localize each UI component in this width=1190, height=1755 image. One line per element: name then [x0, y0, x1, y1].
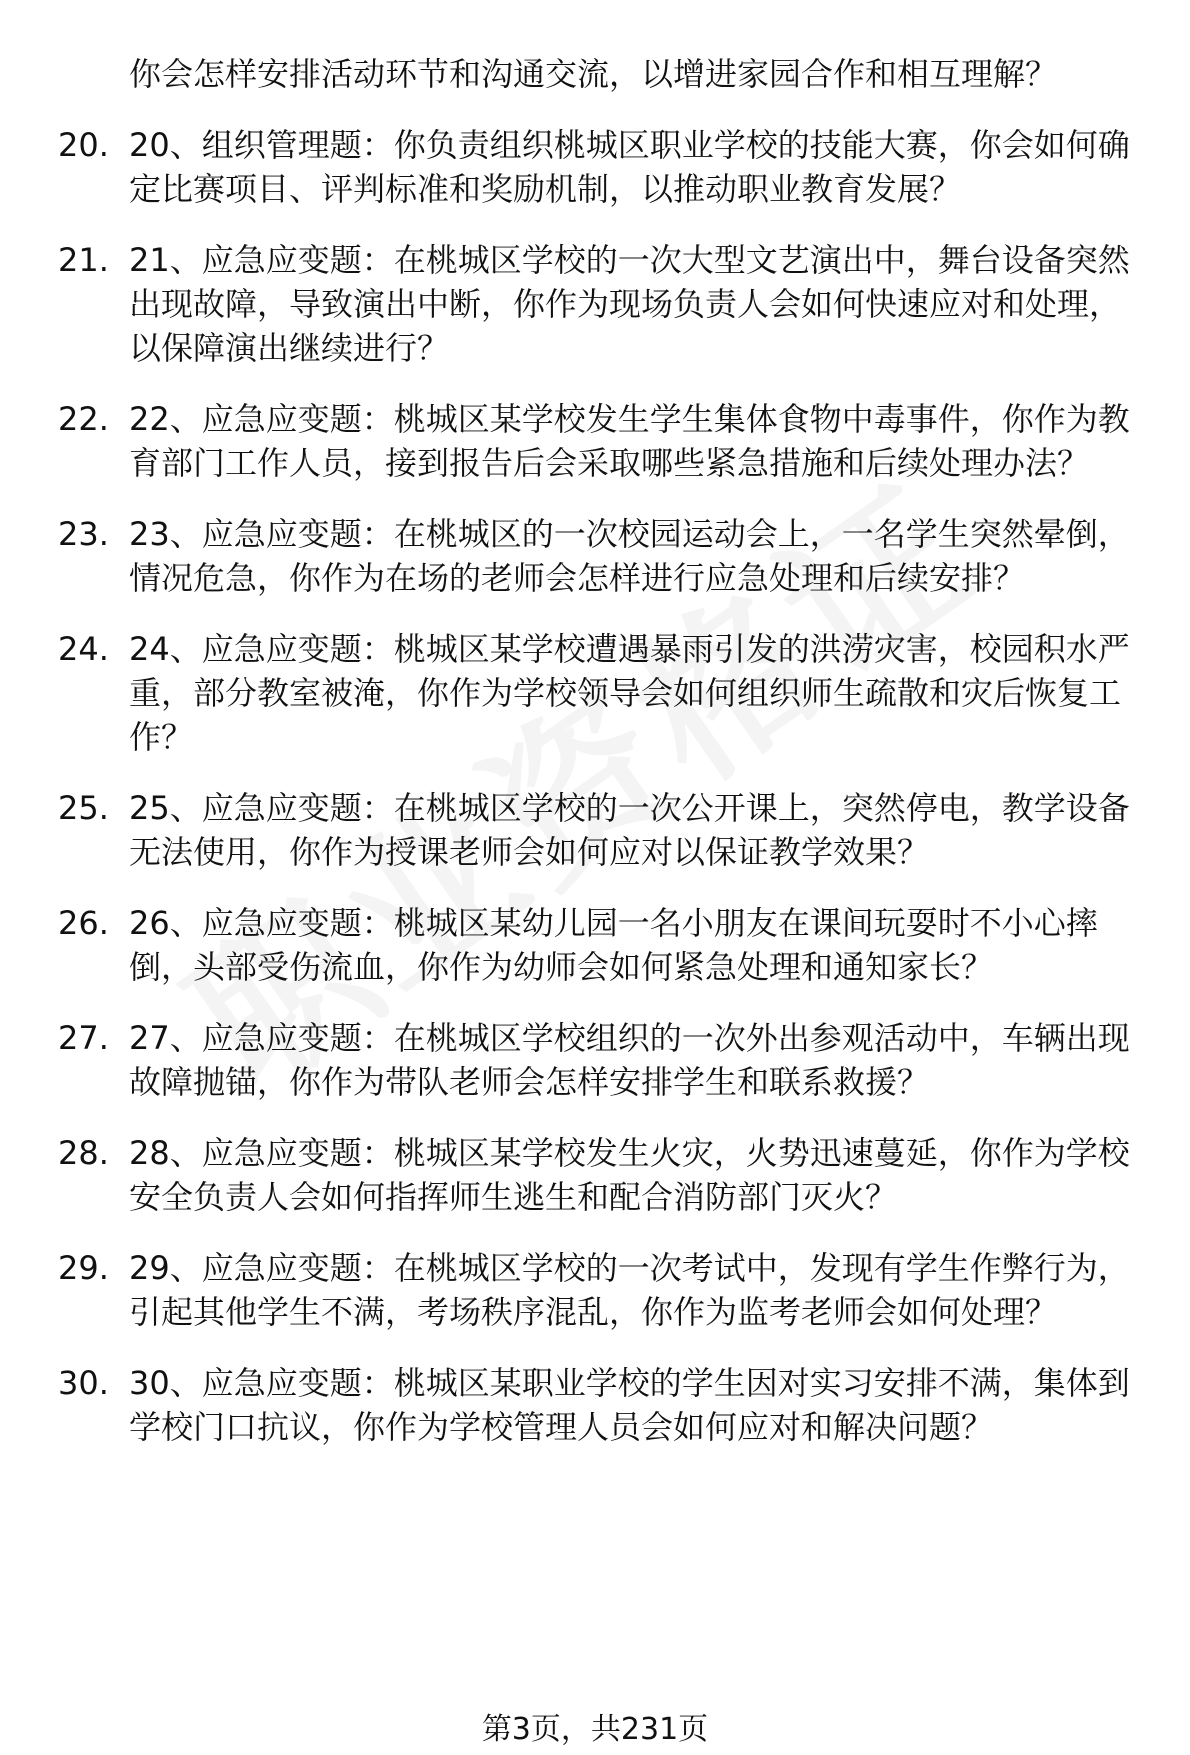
item-text: 24、应急应变题：桃城区某学校遭遇暴雨引发的洪涝灾害，校园积水严重，部分教室被淹，你作为学校领导会如何组织师生疏散和灾后恢复工作？ — [129, 630, 1130, 756]
item-text: 27、应急应变题：在桃城区学校组织的一次外出参观活动中，车辆出现故障抛锚，你作为带队老师会怎样安排学生和联系救援？ — [129, 1019, 1130, 1101]
list-item — [0, 901, 1190, 989]
list-item — [0, 1016, 1190, 1104]
item-number: 22. — [58, 400, 109, 438]
item-text: 26、应急应变题：桃城区某幼儿园一名小朋友在课间玩耍时不小心摔倒，头部受伤流血，你作为幼师会如何紧急处理和通知家长？ — [129, 904, 1098, 986]
list-item — [0, 627, 1190, 759]
item-number: 30. — [58, 1364, 109, 1402]
item-text: 28、应急应变题：桃城区某学校发生火灾，火势迅速蔓延，你作为学校安全负责人会如何指挥师生逃生和配合消防部门灭火？ — [129, 1134, 1130, 1216]
list-item — [0, 1361, 1190, 1449]
list-item — [0, 52, 1190, 96]
item-number: 23. — [58, 515, 109, 553]
item-text: 你会怎样安排活动环节和沟通交流，以增进家园合作和相互理解？ — [129, 55, 1058, 93]
list-item — [0, 1131, 1190, 1219]
list-item — [0, 238, 1190, 370]
list-item — [0, 397, 1190, 485]
list-item — [0, 786, 1190, 874]
item-text: 21、应急应变题：在桃城区学校的一次大型文艺演出中，舞台设备突然出现故障，导致演出中断，你作为现场负责人会如何快速应对和处理，以保障演出继续进行？ — [129, 241, 1130, 367]
item-number: 28. — [58, 1134, 109, 1172]
item-number: 29. — [58, 1249, 109, 1287]
list-item — [0, 1246, 1190, 1334]
item-number: 26. — [58, 904, 109, 942]
item-number: 20. — [58, 126, 109, 164]
question-list — [0, 52, 1190, 1476]
item-text: 20、组织管理题：你负责组织桃城区职业学校的技能大赛，你会如何确定比赛项目、评判标准和奖励机制，以推动职业教育发展？ — [129, 126, 1130, 208]
item-text: 30、应急应变题：桃城区某职业学校的学生因对实习安排不满，集体到学校门口抗议，你作为学校管理人员会如何应对和解决问题？ — [129, 1364, 1130, 1446]
list-item — [0, 512, 1190, 600]
item-number: 27. — [58, 1019, 109, 1057]
list-item — [0, 123, 1190, 211]
item-number: 21. — [58, 241, 109, 279]
item-text: 22、应急应变题：桃城区某学校发生学生集体食物中毒事件，你作为教育部门工作人员，接到报告后会采取哪些紧急措施和后续处理办法？ — [129, 400, 1130, 482]
item-text: 23、应急应变题：在桃城区的一次校园运动会上，一名学生突然晕倒，情况危急，你作为在场的老师会怎样进行应急处理和后续安排？ — [129, 515, 1130, 597]
item-number: 24. — [58, 630, 109, 668]
page-number: 第3页，共231页 — [481, 1712, 709, 1747]
item-text: 29、应急应变题：在桃城区学校的一次考试中，发现有学生作弊行为，引起其他学生不满，考场秩序混乱，你作为监考老师会如何处理？ — [129, 1249, 1130, 1331]
item-number: 25. — [58, 789, 109, 827]
item-text: 25、应急应变题：在桃城区学校的一次公开课上，突然停电，教学设备无法使用，你作为授课老师会如何应对以保证教学效果？ — [129, 789, 1130, 871]
